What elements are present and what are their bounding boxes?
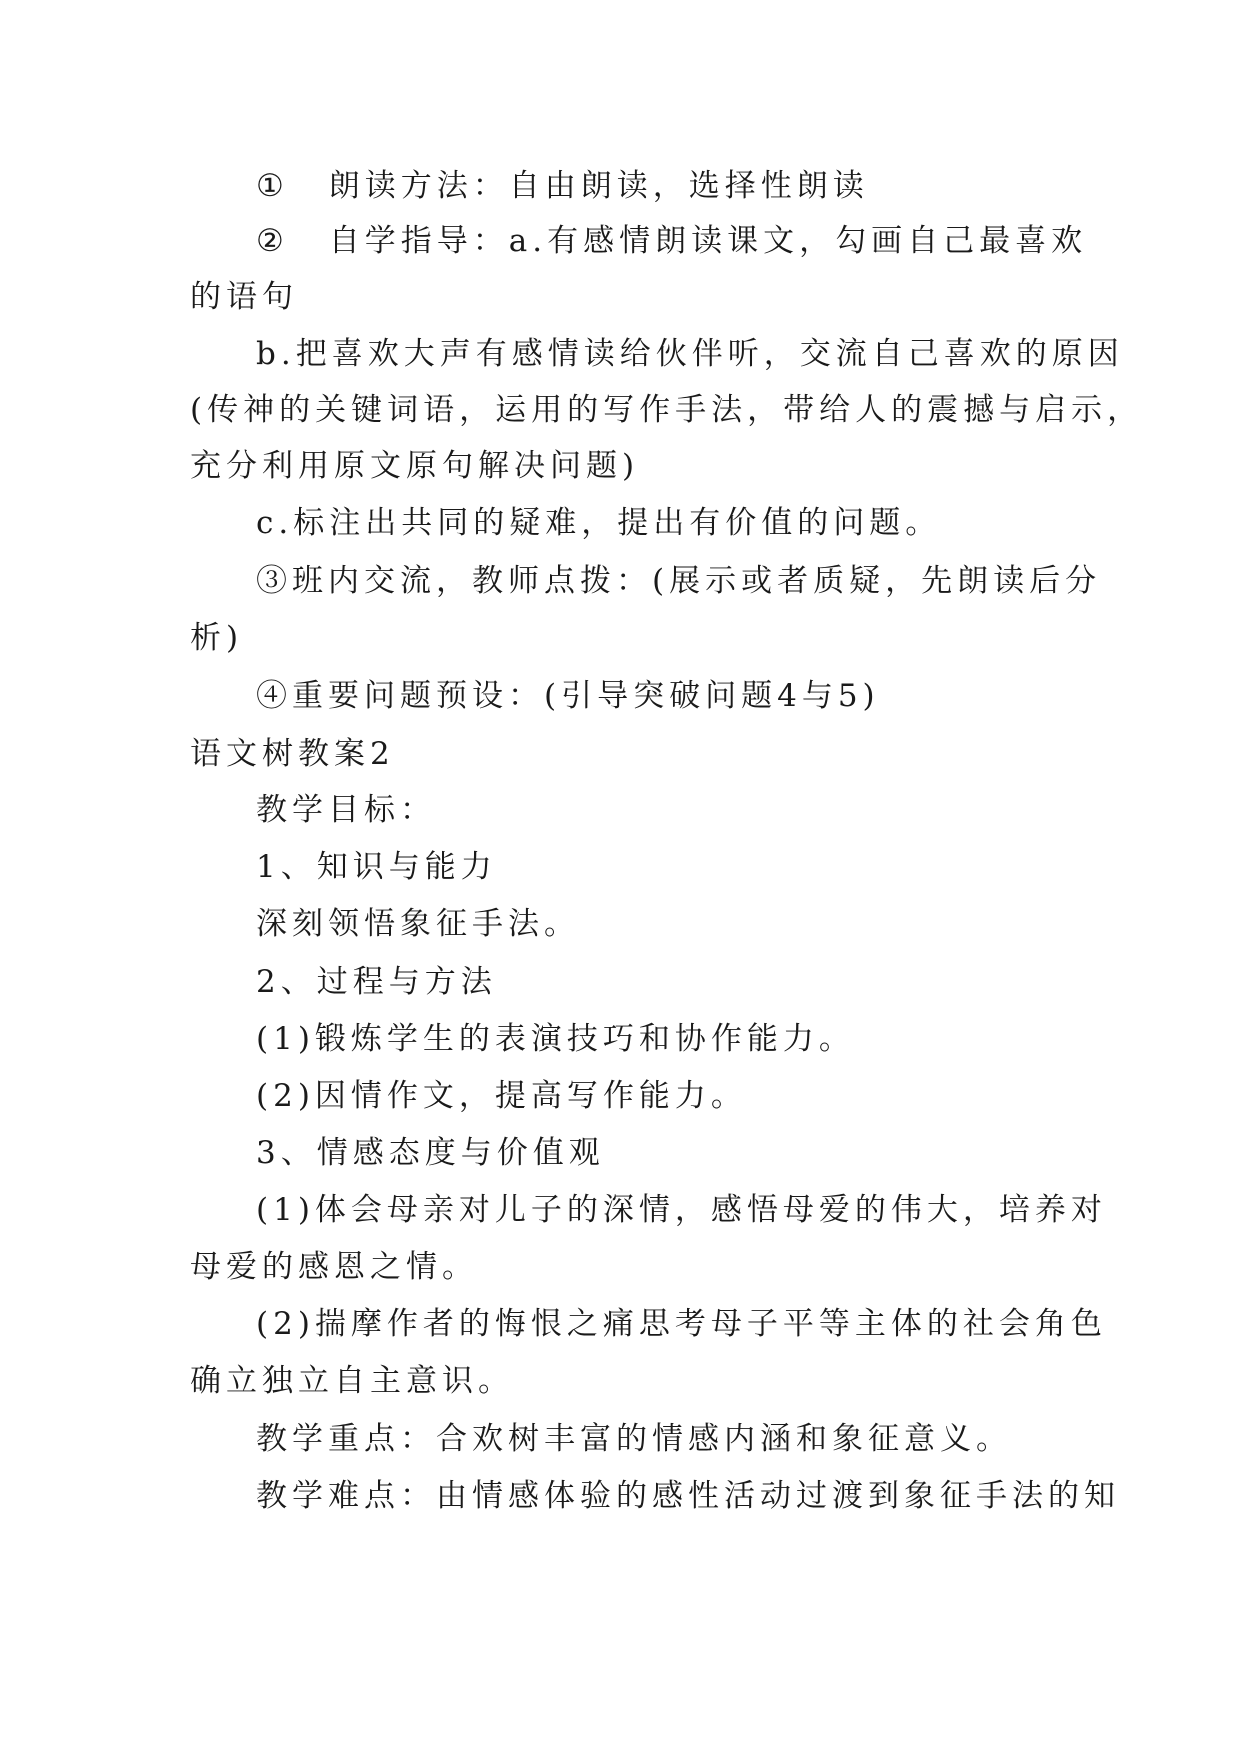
paragraph-line-10: ④重要问题预设：(引导突破问题4与5): [256, 678, 880, 714]
paragraph-line-1: [256, 166, 869, 206]
line-text-1: 朗读方法：自由朗读，选择性朗读: [328, 168, 869, 204]
line-text-2: 自学指导：a.有感情朗读课文，勾画自己最喜欢: [328, 223, 1088, 259]
paragraph-line-12: 教学目标：: [256, 792, 436, 828]
paragraph-line-4: b.把喜欢大声有感情读给伙伴听，交流自己喜欢的原因: [256, 336, 1124, 372]
paragraph-line-6: 充分利用原文原句解决问题): [190, 448, 640, 484]
paragraph-line-8: ③班内交流，教师点拨：(展示或者质疑，先朗读后分: [256, 563, 1102, 599]
paragraph-line-24: 教学难点：由情感体验的感性活动过渡到象征手法的知: [256, 1478, 1120, 1514]
paragraph-line-18: 3、情感态度与价值观: [256, 1135, 605, 1171]
paragraph-line-3: 的语句: [190, 279, 298, 315]
list-marker-2: ②: [256, 223, 289, 259]
paragraph-line-9: 析): [190, 620, 244, 656]
paragraph-line-19: (1)体会母亲对儿子的深情，感悟母爱的伟大，培养对: [256, 1192, 1107, 1228]
paragraph-line-13: 1、知识与能力: [256, 849, 497, 885]
paragraph-line-23: 教学重点：合欢树丰富的情感内涵和象征意义。: [256, 1421, 1012, 1457]
paragraph-line-5: (传神的关键词语，运用的写作手法，带给人的震撼与启示，: [190, 392, 1144, 428]
paragraph-line-15: 2、过程与方法: [256, 964, 497, 1000]
paragraph-line-2: [256, 221, 1087, 261]
paragraph-line-16: (1)锻炼学生的表演技巧和协作能力。: [256, 1021, 855, 1057]
paragraph-line-17: (2)因情作文，提高写作能力。: [256, 1078, 747, 1114]
list-marker-1: ①: [256, 168, 289, 204]
paragraph-line-7: c.标注出共同的疑难，提出有价值的问题。: [256, 505, 942, 541]
paragraph-line-21: (2)揣摩作者的悔恨之痛思考母子平等主体的社会角色: [256, 1306, 1107, 1342]
paragraph-line-14: 深刻领悟象征手法。: [256, 906, 580, 942]
paragraph-line-20: 母爱的感恩之情。: [190, 1249, 478, 1285]
section-heading: 语文树教案2: [190, 736, 395, 772]
paragraph-line-22: 确立独立自主意识。: [190, 1363, 514, 1399]
